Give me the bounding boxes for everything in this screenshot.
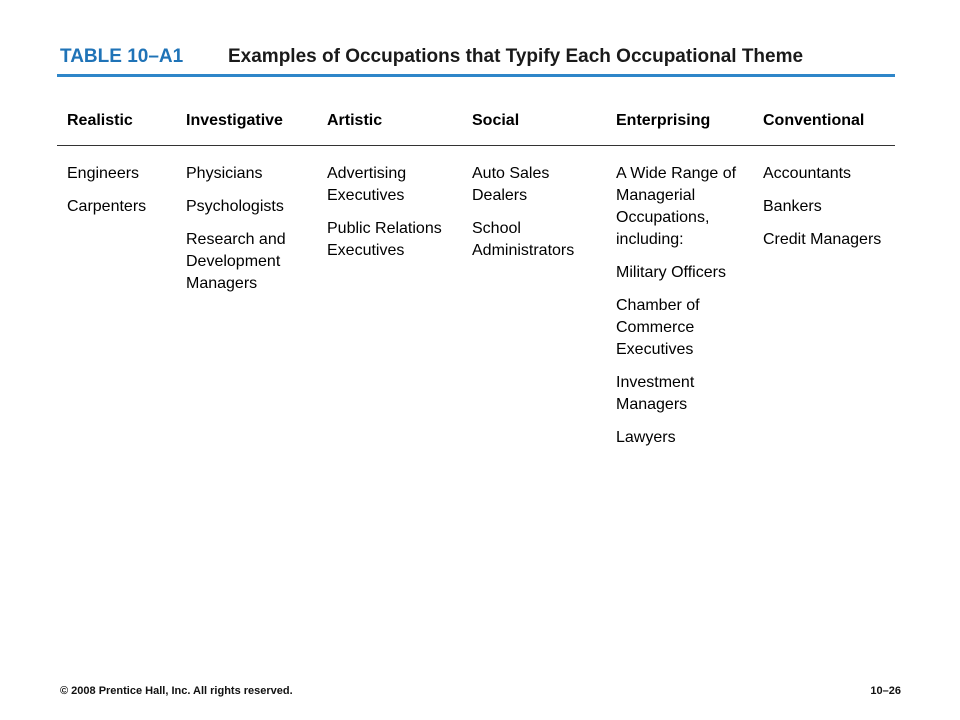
table-caption: Examples of Occupations that Typify Each Occupational Theme (228, 46, 804, 67)
column-header: Realistic (67, 112, 133, 129)
list-item: Carpenters (67, 198, 147, 215)
column-header: Enterprising (616, 112, 711, 129)
list-item: Research and Development Managers (186, 231, 286, 292)
page-number: 10–26 (870, 685, 901, 697)
list-item: A Wide Range of Managerial Occupations, including: (616, 165, 737, 248)
column-social (472, 112, 602, 259)
list-item: Public Relations Executives (327, 220, 442, 259)
column-header: Artistic (327, 112, 383, 129)
list-item: Bankers (763, 198, 822, 215)
column-enterprising (616, 112, 752, 446)
column-header: Conventional (763, 112, 865, 129)
column-investigative (186, 112, 312, 292)
list-item: School Administrators (472, 220, 575, 259)
list-item: Lawyers (616, 429, 676, 446)
list-item: Physicians (186, 165, 263, 182)
list-item: Military Officers (616, 264, 726, 281)
table-number: TABLE 10–A1 (60, 46, 184, 67)
list-item: Investment Managers (616, 374, 695, 413)
title-underline (57, 74, 895, 77)
list-item: Chamber of Commerce Executives (616, 297, 700, 358)
column-header: Social (472, 112, 520, 129)
column-header: Investigative (186, 112, 283, 129)
copyright-notice: © 2008 Prentice Hall, Inc. All rights reserved. (60, 685, 293, 697)
list-item: Engineers (67, 165, 140, 182)
column-realistic (67, 112, 179, 215)
table-title (60, 46, 894, 72)
list-item: Auto Sales Dealers (472, 165, 550, 204)
column-conventional (763, 112, 891, 248)
list-item: Accountants (763, 165, 852, 182)
list-item: Advertising Executives (327, 165, 407, 204)
list-item: Psychologists (186, 198, 284, 215)
column-artistic (327, 112, 445, 259)
list-item: Credit Managers (763, 231, 882, 248)
header-divider (57, 145, 895, 146)
